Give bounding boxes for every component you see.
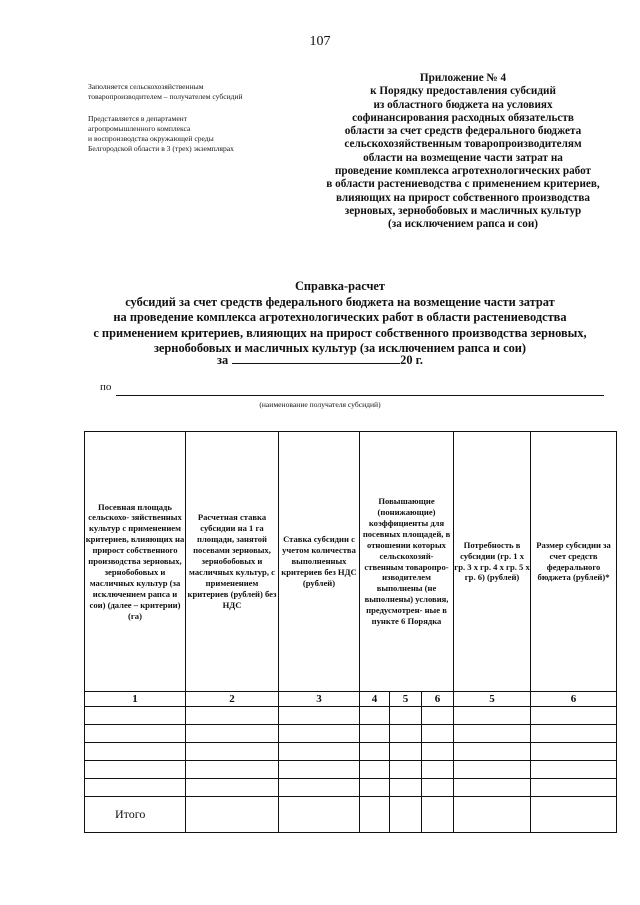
table-cell[interactable] [454, 779, 531, 797]
table-cell[interactable] [422, 707, 454, 725]
header-cell-5: Потребность в субсидии (гр. 1 х гр. 3 х гр. 4 х гр. 5 х гр. 6) (рублей) [454, 432, 531, 692]
submit-instructions-line: и воспроизводства окружающей среды [88, 134, 214, 143]
table-cell[interactable] [279, 725, 360, 743]
table-cell[interactable] [279, 743, 360, 761]
table-cell[interactable] [186, 779, 279, 797]
fill-instructions-line: Заполняется сельскохозяйственным [88, 82, 204, 91]
column-number: 1 [85, 692, 186, 707]
submit-instructions-line: агропромышленного комплекса [88, 124, 191, 133]
table-cell[interactable] [85, 707, 186, 725]
table-cell[interactable] [360, 761, 390, 779]
table-cell[interactable] [85, 779, 186, 797]
table-cell[interactable] [454, 797, 531, 833]
appendix-line: из областного бюджета на условиях [373, 98, 553, 111]
table-cell[interactable] [422, 725, 454, 743]
column-number: 5 [454, 692, 531, 707]
column-number: 2 [186, 692, 279, 707]
table-cell[interactable] [454, 743, 531, 761]
page-number: 107 [309, 34, 331, 49]
title-line: субсидий за счет средств федерального бюджета на возмещение части затрат [125, 294, 555, 309]
appendix-line: софинансирования расходных обязательств [352, 111, 574, 124]
table-cell[interactable] [531, 797, 617, 833]
table-cell[interactable] [279, 797, 360, 833]
table-cell[interactable] [85, 743, 186, 761]
header-cell-1: Посевная площадь сельскохо- зяйственных культур с применением критериев, влияющих на прирост собственного производства зерновых, зернобобовых и масличных культур (за исключением рапса и сои) (далее – критерии) (га) [85, 432, 186, 692]
appendix-line: области на возмещение части затрат на [363, 151, 563, 164]
column-number: 5 [390, 692, 422, 707]
appendix-header [296, 72, 630, 232]
recipient-prefix: по [100, 381, 112, 393]
table-cell[interactable] [360, 743, 390, 761]
table-cell[interactable] [531, 761, 617, 779]
table-cell[interactable] [422, 743, 454, 761]
fill-instructions [88, 82, 308, 102]
left-notes [88, 82, 308, 154]
table-cell[interactable] [422, 761, 454, 779]
submit-instructions-line: Представляется в департамент [88, 114, 188, 123]
submit-instructions [88, 114, 308, 154]
header-cell-4: Повышающие (понижающие) коэффициенты для посевных площадей, в отношении которых сельскохозяй- ственным товаропро- изводителем выполнены (не выполнены) условия, предусмотрен- ные в пункте 6 Порядка [360, 432, 454, 692]
recipient-blank[interactable] [116, 395, 604, 396]
table-cell[interactable] [186, 725, 279, 743]
table-row [85, 761, 617, 779]
table-cell[interactable] [360, 779, 390, 797]
appendix-line: к Порядку предоставления субсидий [370, 85, 556, 98]
table-cell[interactable] [422, 779, 454, 797]
appendix-line: влияющих на прирост собственного производства [335, 191, 591, 204]
period-blank[interactable] [232, 352, 400, 364]
appendix-line: сельскохозяйственным товаропроизводителям [344, 138, 582, 151]
appendix-line: проведение комплекса агротехнологических работ [334, 165, 592, 178]
appendix-line: зерновых, зернобобовых и масличных культур [344, 204, 582, 217]
table-cell[interactable] [390, 725, 422, 743]
period-line [0, 352, 640, 368]
recipient-caption: (наименование получателя субсидий) [259, 400, 381, 409]
table-row [85, 779, 617, 797]
table-cell[interactable] [186, 707, 279, 725]
title-line: Справка-расчет [294, 279, 386, 293]
title-line: зернобобовых и масличных культур (за исключением рапса и сои) [153, 341, 527, 356]
table-cell[interactable] [186, 743, 279, 761]
header-cell-6: Размер субсидии за счет средств федерального бюджета (рублей)* [531, 432, 617, 692]
fill-instructions-line: товаропроизводителем – получателем субсидий [88, 92, 243, 101]
total-row [85, 797, 617, 833]
title-line: на проведение комплекса агротехнологических работ в области растениеводства [113, 310, 567, 325]
table-cell[interactable] [454, 707, 531, 725]
appendix-line: Приложение № 4 [419, 72, 507, 84]
submit-instructions-line: Белгородской области в 3 (трех) экземплярах [88, 144, 234, 153]
table-cell[interactable] [390, 761, 422, 779]
table-cell[interactable] [85, 725, 186, 743]
period-year: 20 г. [400, 353, 423, 367]
table-cell[interactable] [186, 797, 279, 833]
table-cell[interactable] [531, 725, 617, 743]
table-cell[interactable] [360, 707, 390, 725]
column-number: 4 [360, 692, 390, 707]
table-cell[interactable] [531, 743, 617, 761]
table-row [85, 707, 617, 725]
table-row [85, 725, 617, 743]
table-cell[interactable] [390, 779, 422, 797]
column-number: 3 [279, 692, 360, 707]
document-title [80, 279, 600, 357]
table-cell[interactable] [186, 761, 279, 779]
table-cell[interactable] [279, 761, 360, 779]
appendix-line: в области растениеводства с применением критериев, [326, 178, 600, 191]
table-cell[interactable] [390, 707, 422, 725]
table-cell[interactable] [390, 743, 422, 761]
header-cell-3: Ставка субсидии с учетом количества выполненных критериев без НДС (рублей) [279, 432, 360, 692]
table-cell[interactable] [279, 779, 360, 797]
total-label: Итого [85, 797, 186, 833]
appendix-line: (за исключением рапса и сои) [388, 218, 538, 231]
title-line: с применением критериев, влияющих на прирост собственного производства зерновых, [93, 325, 587, 340]
table-cell[interactable] [85, 761, 186, 779]
table-header-row [85, 432, 617, 692]
table-cell[interactable] [531, 779, 617, 797]
table-cell[interactable] [360, 725, 390, 743]
appendix-line: области за счет средств федерального бюджета [344, 125, 582, 138]
table-cell[interactable] [531, 707, 617, 725]
subsidy-table [84, 431, 617, 833]
column-number: 6 [422, 692, 454, 707]
table-cell[interactable] [422, 797, 454, 833]
table-cell[interactable] [454, 725, 531, 743]
table-row [85, 743, 617, 761]
column-number-row [85, 692, 617, 707]
table-cell[interactable] [454, 761, 531, 779]
table-cell[interactable] [390, 797, 422, 833]
table-cell[interactable] [360, 797, 390, 833]
column-number: 6 [531, 692, 617, 707]
header-cell-2: Расчетная ставка субсидии на 1 га площади, занятой посевами зерновых, зернобобовых и масличных культур, с применением критериев (рублей) без НДС [186, 432, 279, 692]
period-prefix: за [216, 353, 229, 367]
table-cell[interactable] [279, 707, 360, 725]
